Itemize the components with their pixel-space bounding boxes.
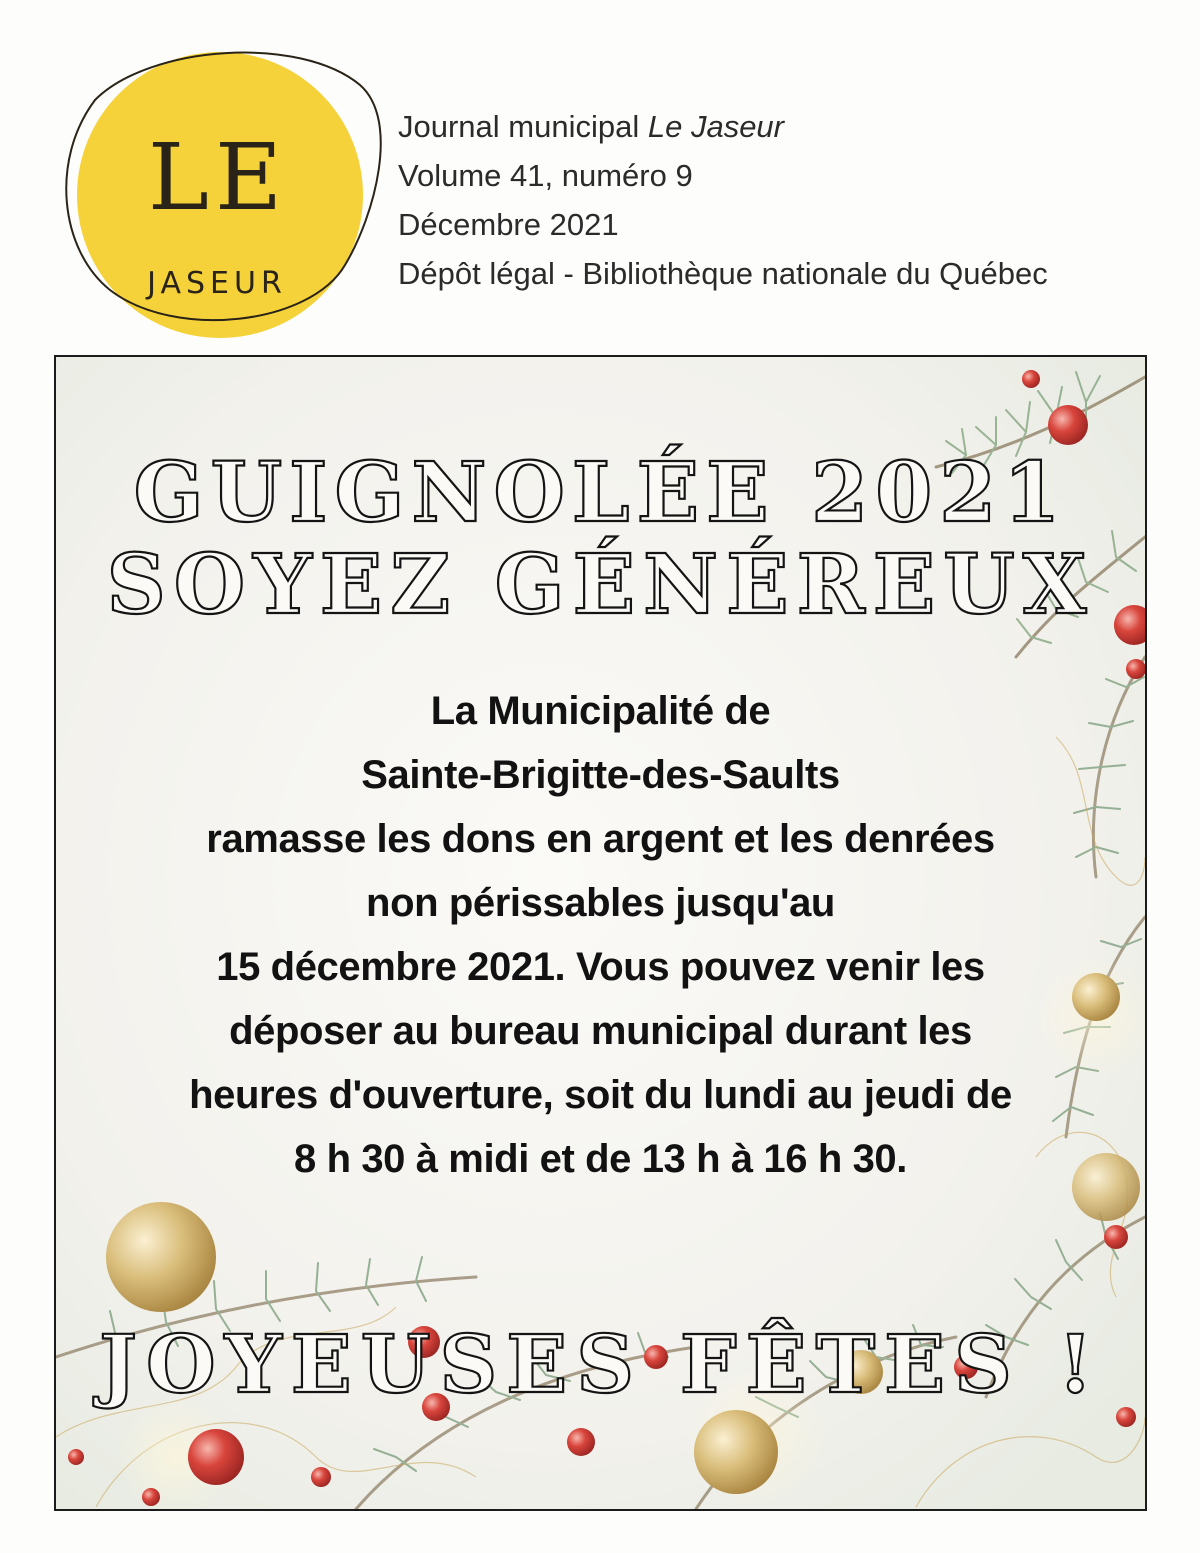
masthead-journal-label: Journal municipal <box>398 109 648 144</box>
body-line: non périssables jusqu'au <box>366 881 835 925</box>
logo-jaseur-text: JASEUR <box>147 266 287 301</box>
red-ornament-ball <box>1048 405 1088 445</box>
body-line: La Municipalité de <box>430 689 771 733</box>
poster-greeting-joyeuses-fetes: JOYEUSES FÊTES ! <box>99 1317 1102 1411</box>
red-berry <box>311 1467 331 1487</box>
poster-body-text <box>96 679 1105 1191</box>
masthead-volume: Volume 41, numéro 9 <box>398 158 693 193</box>
body-line: Sainte-Brigitte-des-Saults <box>361 753 840 797</box>
gold-ornament-ball-large <box>106 1202 216 1312</box>
logo-le-text: LE <box>147 124 289 231</box>
gold-ornament-ball <box>694 1410 778 1494</box>
body-line: 8 h 30 à midi et de 13 h à 16 h 30. <box>294 1137 907 1181</box>
red-berry <box>142 1488 160 1506</box>
body-line: heures d'ouverture, soit du lundi au jeudi de <box>189 1073 1012 1117</box>
red-berry <box>68 1449 84 1465</box>
body-line: 15 décembre 2021. Vous pouvez venir les <box>216 945 985 989</box>
red-ornament-ball <box>188 1429 244 1485</box>
poster-title-soyez-genereux: SOYEZ GÉNÉREUX <box>106 537 1095 633</box>
body-line: ramasse les dons en argent et les denrées <box>206 817 995 861</box>
masthead-info <box>398 102 1048 298</box>
red-berry <box>567 1428 595 1456</box>
masthead-journal-title: Le Jaseur <box>647 109 784 144</box>
masthead-legal-deposit: Dépôt légal - Bibliothèque nationale du Québec <box>398 256 1048 291</box>
body-line: déposer au bureau municipal durant les <box>229 1009 972 1053</box>
poster-title-guignolee: GUIGNOLÉE 2021 <box>133 445 1068 541</box>
le-jaseur-logo <box>55 40 385 340</box>
red-berry <box>1104 1225 1128 1249</box>
masthead-date: Décembre 2021 <box>398 207 619 242</box>
masthead-journal-line <box>398 102 1048 151</box>
guignolee-poster <box>54 355 1147 1511</box>
red-berry <box>1022 370 1040 388</box>
